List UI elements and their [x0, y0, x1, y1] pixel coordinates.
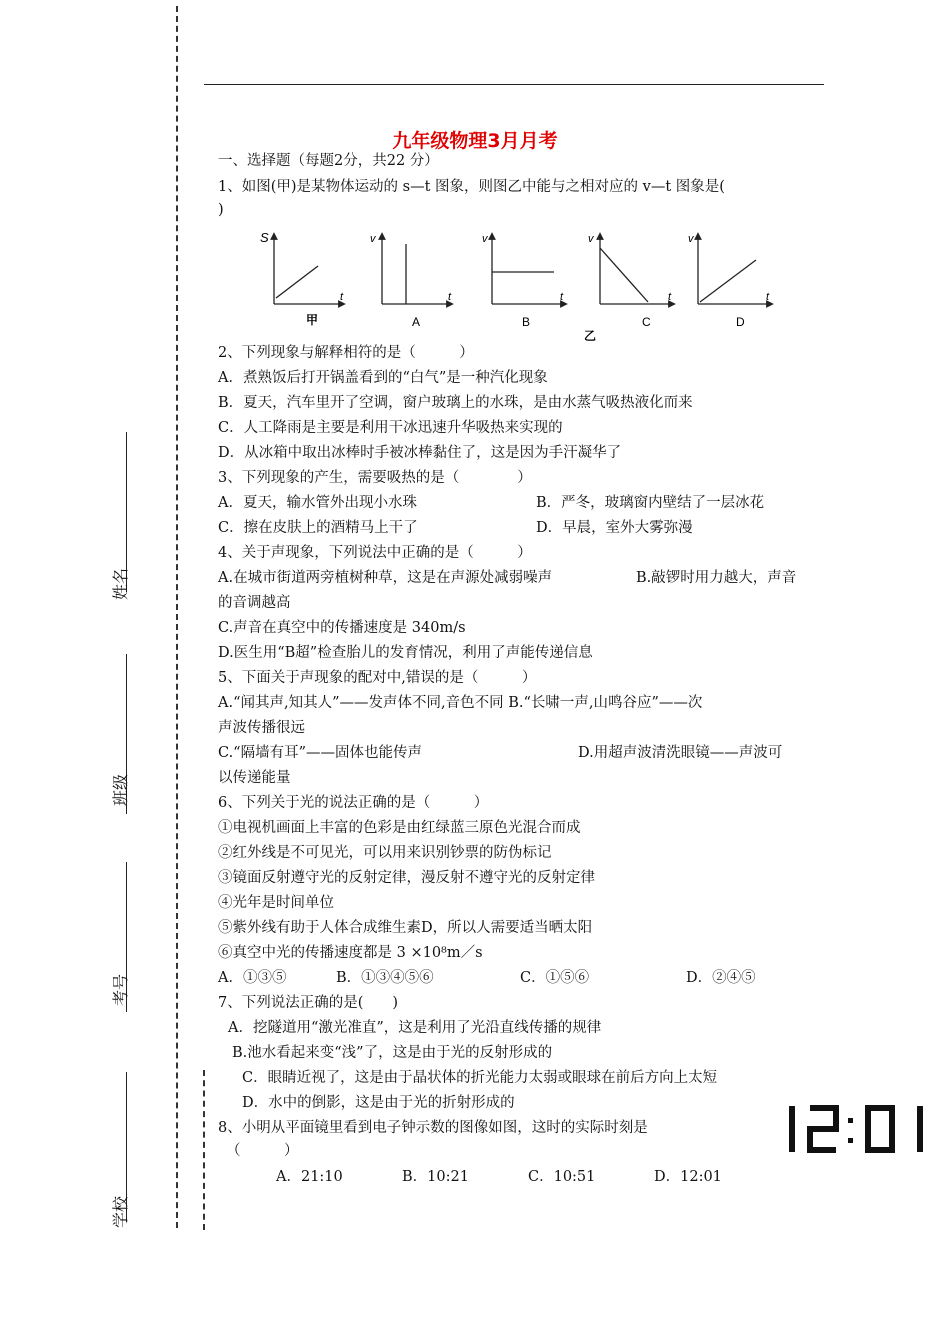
text-line: C．①⑤⑥: [520, 970, 590, 986]
text-line: D．②④⑤: [686, 970, 756, 986]
graph-c-line: [600, 248, 648, 302]
text-line: C．眼睛近视了，这是由于晶状体的折光能力太弱或眼球在前后方向上太短: [242, 1070, 718, 1086]
graph-jia-line: [276, 266, 318, 298]
text-line: ②红外线是不可见光，可以用来识别钞票的防伪标记: [218, 845, 552, 861]
text-line: ): [218, 202, 224, 218]
text-line: 6、下列关于光的说法正确的是（ ）: [218, 795, 489, 811]
text-line: D.医生用“B超”检查胎儿的发育情况，利用了声能传递信息: [218, 645, 593, 661]
graph-d-xlabel: t: [766, 291, 770, 303]
graph-jia: [260, 230, 344, 327]
text-line: D.用超声波清洗眼镜——声波可: [578, 745, 783, 761]
text-line: 8、小明从平面镜里看到电子钟示数的图像如图，这时的实际时刻是: [218, 1120, 648, 1136]
graph-a-ylabel: v: [370, 233, 376, 245]
text-line: 5、下面关于声现象的配对中,错误的是（ ）: [218, 670, 537, 686]
mirrored-digital-clock: [784, 1100, 930, 1158]
text-line: 的音调越高: [218, 595, 291, 611]
name-label: 姓名: [111, 567, 130, 600]
graph-b-xlabel: t: [560, 291, 564, 303]
text-line: B．严冬，玻璃窗内壁结了一层冰花: [536, 495, 765, 511]
graph-d-ylabel: v: [688, 233, 694, 245]
graph-c-caption: C: [642, 315, 651, 329]
text-line: 2、下列现象与解释相符的是（ ）: [218, 345, 474, 361]
text-line: C.“隔墙有耳”——固体也能传声: [218, 745, 423, 761]
text-line: 以传递能量: [218, 770, 291, 786]
text-line: ①电视机画面上丰富的色彩是由红绿蓝三原色光混合而成: [218, 820, 581, 836]
text-line: A．21:10: [276, 1169, 343, 1185]
text-line: A．煮熟饭后打开锅盖看到的“白气”是一种汽化现象: [218, 370, 548, 386]
text-line: D．12:01: [654, 1169, 722, 1185]
graph-d: [688, 233, 770, 329]
text-line: ③镜面反射遵守光的反射定律，漫反射不遵守光的反射定律: [218, 870, 595, 886]
text-line: C．擦在皮肤上的酒精马上干了: [218, 520, 418, 536]
text-line: A.在城市街道两旁植树种草，这是在声源处减弱噪声: [218, 570, 553, 586]
text-line: B.敲锣时用力越大，声音: [636, 570, 797, 586]
graph-d-line: [700, 260, 756, 302]
text-line: 一、选择题（每题2分，共22 分）: [218, 153, 439, 169]
motion-graphs-figure: [250, 226, 790, 344]
clock-digits: [792, 1106, 920, 1152]
text-line: A．①③⑤: [218, 970, 287, 986]
text-line: 3、下列现象的产生，需要吸热的是（ ）: [218, 470, 532, 486]
text-line: D．水中的倒影，这是由于光的折射形成的: [242, 1095, 515, 1111]
text-line: ④光年是时间单位: [218, 895, 334, 911]
text-line: A．夏天，输水管外出现小水珠: [218, 495, 417, 511]
graph-c-ylabel: v: [588, 233, 594, 245]
graph-a-xlabel: t: [448, 291, 452, 303]
school-label: 学校: [111, 1195, 130, 1228]
text-line: C．人工降雨是主要是利用干冰迅速升华吸热来实现的: [218, 420, 563, 436]
graph-a-caption: A: [412, 315, 421, 329]
page-title: 九年级物理3月月考: [392, 130, 558, 152]
graph-jia-xlabel: t: [340, 291, 344, 303]
graph-b-caption: B: [522, 315, 531, 329]
graph-b-ylabel: v: [482, 233, 488, 245]
text-line: A．挖隧道用“激光准直”，这是利用了光沿直线传播的规律: [228, 1020, 602, 1036]
text-line: ⑥真空中光的传播速度都是 3 ×10⁸m／s: [218, 945, 483, 961]
header-rule: [204, 84, 824, 85]
text-line: 声波传播很远: [218, 720, 305, 736]
text-line: C.声音在真空中的传播速度是 340m/s: [218, 620, 466, 636]
text-line: D．早晨，室外大雾弥漫: [536, 520, 693, 536]
clock-display-value: 12:01: [784, 1100, 787, 1101]
class-label: 班级: [111, 773, 130, 806]
text-line: C．10:51: [528, 1169, 596, 1185]
text-line: 4、关于声现象，下列说法中正确的是（ ）: [218, 545, 532, 561]
graph-jia-ylabel: S: [260, 230, 269, 245]
text-line: D．从冰箱中取出冰棒时手被冰棒黏住了，这是因为手汗凝华了: [218, 445, 622, 461]
graph-c-xlabel: t: [668, 291, 672, 303]
text-line: B．①③④⑤⑥: [336, 970, 434, 986]
text-line: B．10:21: [402, 1169, 469, 1185]
text-line: A.“闻其声,知其人”——发声体不同,音色不同 B.“长啸一声,山鸣谷应”——次: [218, 695, 703, 711]
graph-c: [584, 233, 672, 343]
binding-dashed-line-inner: [203, 1070, 205, 1230]
text-line: 1、如图(甲)是某物体运动的 s—t 图象，则图乙中能与之相对应的 v—t 图象是(: [218, 179, 725, 195]
text-line: ⑤紫外线有助于人体合成维生素D，所以人需要适当晒太阳: [218, 920, 593, 936]
graph-group-label: 乙: [584, 329, 597, 343]
binding-dashed-line: [176, 6, 178, 1228]
graph-a: [370, 233, 452, 329]
text-line: （ ）: [226, 1143, 299, 1159]
graph-b: [482, 233, 564, 329]
number-label: 考号: [111, 973, 130, 1006]
text-line: B．夏天，汽车里开了空调，窗户玻璃上的水珠，是由水蒸气吸热液化而来: [218, 395, 693, 411]
text-line: 7、下列说法正确的是( ): [218, 995, 399, 1011]
text-line: B.池水看起来变“浅”了，这是由于光的反射形成的: [232, 1045, 553, 1061]
graph-jia-caption: 甲: [306, 313, 319, 327]
graph-d-caption: D: [736, 315, 745, 329]
